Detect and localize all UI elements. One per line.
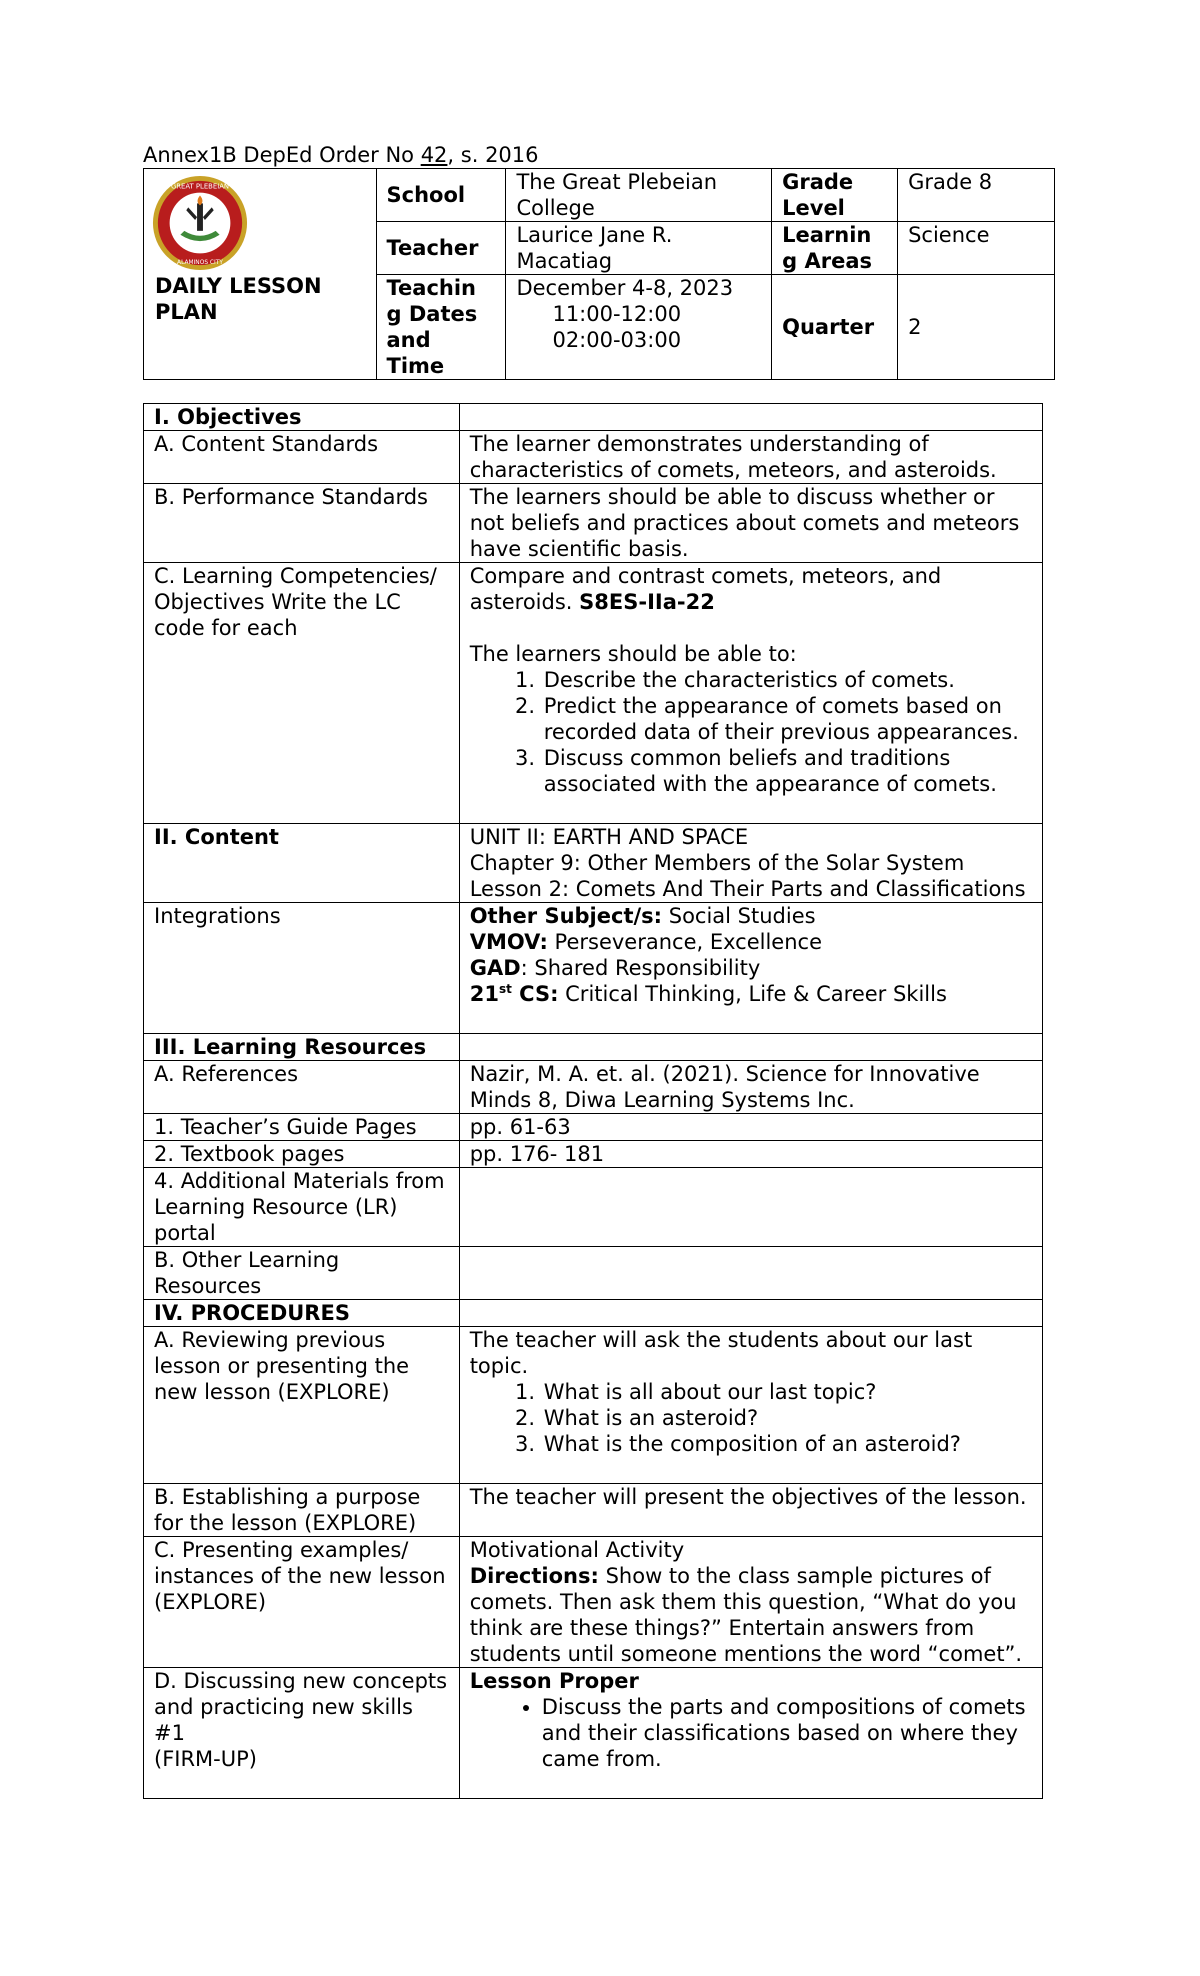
procedure-d-value [459, 1668, 1042, 1799]
textbook-value: pp. 176- 181 [459, 1141, 1042, 1168]
school-label: School [376, 169, 506, 222]
integrations-value [459, 903, 1042, 1034]
content-value [459, 824, 1042, 903]
grade-label: Grade Level [772, 169, 898, 222]
time-slot-2: 02:00-03:00 [552, 328, 682, 352]
content-standards-label: A. Content Standards [144, 431, 460, 484]
dates-label: Teachin g Dates and Time [376, 275, 506, 380]
svg-text:GREAT PLEBEIAN: GREAT PLEBEIAN [170, 182, 230, 191]
textbook-label: 2. Textbook pages [144, 1141, 460, 1168]
list-item: 3. Discuss common beliefs and traditions associated with the appearance of comets. [542, 745, 1032, 797]
competency-code: S8ES-IIa-22 [579, 590, 715, 614]
guide-label: 1. Teacher’s Guide Pages [144, 1114, 460, 1141]
procedure-b-label: B. Establishing a purpose for the lesson (EXPLORE) [144, 1484, 460, 1537]
resources-blank [459, 1034, 1042, 1061]
skills-line: 21st CS: Critical Thinking, Life & Career Skills [469, 982, 947, 1006]
teacher-label: Teacher [376, 222, 506, 275]
gad-line: GAD: Shared Responsibility [469, 956, 761, 980]
procedure-a-value [459, 1327, 1042, 1484]
integrations-label: Integrations [144, 903, 460, 1034]
competencies-label: C. Learning Competencies/ Objectives Write the LC code for each [144, 563, 460, 824]
procedure-c-label: C. Presenting examples/ instances of the new lesson (EXPLORE) [144, 1537, 460, 1668]
list-item: 1. Describe the characteristics of comets. [542, 667, 1032, 693]
content-standards-value: The learner demonstrates understanding of characteristics of comets, meteors, and asteroids. [459, 431, 1042, 484]
procedure-d-label: D. Discussing new concepts and practicing new skills #1 (FIRM-UP) [144, 1668, 460, 1799]
content-heading: II. Content [144, 824, 460, 903]
competencies-value [459, 563, 1042, 824]
references-value: Nazir, M. A. et. al. (2021). Science for Innovative Minds 8, Diwa Learning Systems Inc. [459, 1061, 1042, 1114]
other-resources-value [459, 1247, 1042, 1300]
list-item: 3. What is the composition of an asteroid? [542, 1431, 1032, 1457]
list-item: 1. What is all about our last topic? [542, 1379, 1032, 1405]
grade-value: Grade 8 [898, 169, 1055, 222]
competency-line: Compare and contrast comets, meteors, and asteroids. S8ES-IIa-22 [469, 564, 942, 614]
review-questions-list [470, 1379, 1032, 1457]
header-table [143, 168, 1055, 380]
list-item: 2. Predict the appearance of comets based on recorded data of their previous appearances. [542, 693, 1032, 745]
other-subject-line: Other Subject/s: Social Studies [469, 904, 816, 928]
annex-line: Annex1B DepEd Order No 42, s. 2016 [143, 143, 539, 167]
references-label: A. References [144, 1061, 460, 1114]
lesson-proper-title: Lesson Proper [469, 1669, 639, 1693]
procedure-a-label: A. Reviewing previous lesson or presenting the new lesson (EXPLORE) [144, 1327, 460, 1484]
performance-standards-label: B. Performance Standards [144, 484, 460, 563]
motivational-title: Motivational Activity [469, 1538, 685, 1562]
unit-line: UNIT II: EARTH AND SPACE [469, 825, 749, 849]
procedure-a-text: The teacher will ask the students about our last topic. [469, 1328, 973, 1378]
performance-standards-value: The learners should be able to discuss whether or not beliefs and practices about comets and meteors have scientific basis. [459, 484, 1042, 563]
vmov-line: VMOV: Perseverance, Excellence [469, 930, 822, 954]
lesson-line: Lesson 2: Comets And Their Parts and Classifications [469, 877, 1026, 901]
guide-value: pp. 61-63 [459, 1114, 1042, 1141]
svg-text:ALAMINOS CITY: ALAMINOS CITY [177, 260, 223, 267]
school-value: The Great Plebeian College [506, 169, 772, 222]
procedure-c-value [459, 1537, 1042, 1668]
teacher-value: Laurice Jane R. Macatiag [506, 222, 772, 275]
lesson-proper-list [470, 1694, 1032, 1772]
areas-label: Learnin g Areas [772, 222, 898, 275]
date-range: December 4-8, 2023 [516, 276, 734, 300]
procedures-heading: IV. PROCEDURES [144, 1300, 460, 1327]
quarter-number: 2 [908, 315, 922, 339]
school-logo [151, 174, 249, 272]
learners-intro: The learners should be able to: [469, 642, 797, 666]
dates-value [506, 275, 772, 380]
lesson-plan-title: DAILY LESSON PLAN [155, 274, 322, 324]
quarter-value [898, 275, 1055, 380]
procedure-b-value: The teacher will present the objectives of the lesson. [459, 1484, 1042, 1537]
objectives-list [470, 667, 1032, 797]
other-resources-label: B. Other Learning Resources [144, 1247, 460, 1300]
objectives-blank [459, 404, 1042, 431]
areas-value: Science [898, 222, 1055, 275]
objectives-heading: I. Objectives [144, 404, 460, 431]
procedures-blank [459, 1300, 1042, 1327]
additional-materials-value [459, 1168, 1042, 1247]
list-item: • Discuss the parts and compositions of comets and their classifications based on where they came from. [542, 1694, 1032, 1772]
directions-text: Directions: Show to the class sample pictures of comets. Then ask them this question, “What do you think are these things?” Entertain answers from students until someone mentions the word “comet”. [469, 1564, 1023, 1666]
time-slot-1: 11:00-12:00 [552, 302, 682, 326]
resources-heading: III. Learning Resources [144, 1034, 460, 1061]
additional-materials-label: 4. Additional Materials from Learning Resource (LR) portal [144, 1168, 460, 1247]
chapter-line: Chapter 9: Other Members of the Solar System [469, 851, 965, 875]
lesson-table [143, 403, 1043, 1799]
logo-cell [144, 169, 377, 380]
list-item: 2. What is an asteroid? [542, 1405, 1032, 1431]
quarter-label: Quarter [772, 275, 898, 380]
